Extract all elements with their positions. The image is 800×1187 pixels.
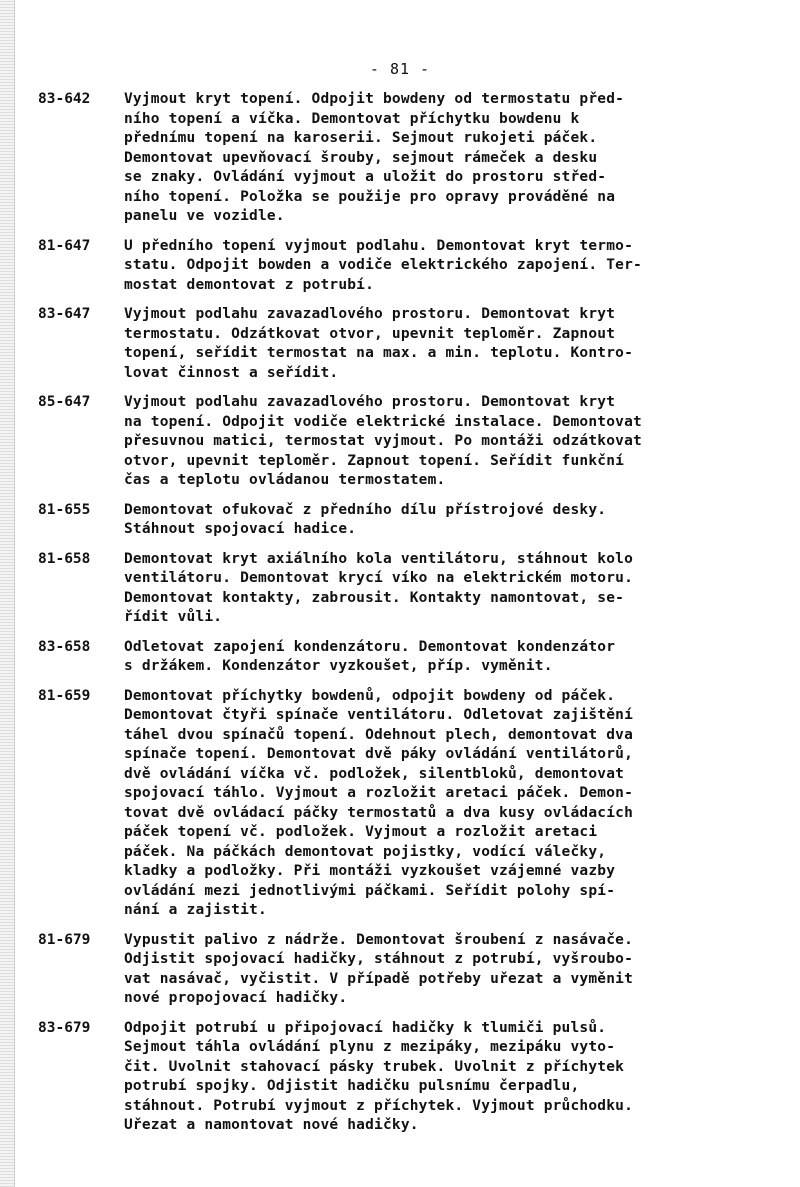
description-line: Vypustit palivo z nádrže. Demontovat šroubení z nasávače.	[124, 931, 633, 948]
description-line: Odjistit spojovací hadičky, stáhnout z potrubí, vyšroubo-	[124, 951, 633, 967]
description-line: otvor, upevnit teploměr. Zapnout topení. Seřídit funkční	[124, 452, 625, 469]
description-line: Demontovat upevňovací šrouby, sejmout rámeček a desku	[124, 149, 598, 166]
operation-description	[124, 550, 758, 628]
operation-code: 81-647	[38, 237, 91, 254]
description-line: ventilátoru. Demontovat krycí víko na elektrickém motoru.	[124, 570, 633, 586]
operation-code: 83-679	[38, 1019, 91, 1036]
operation-code: 85-647	[38, 394, 91, 410]
description-line: vat nasávač, vyčistit. V případě potřeby uřezat a vyměnit	[124, 970, 633, 987]
operation-description	[124, 90, 758, 227]
description-line: Demontovat příchytky bowdenů, odpojit bowdeny od páček.	[124, 687, 616, 704]
description-line: termostatu. Odzátkovat otvor, upevnit teploměr. Zapnout	[124, 325, 616, 342]
description-line: Vyjmout kryt topení. Odpojit bowdeny od termostatu před-	[124, 91, 625, 107]
description-line: ního topení a víčka. Demontovat příchytku bowdenu k	[124, 110, 580, 127]
entry-item	[38, 501, 758, 540]
description-line: Odletovat zapojení kondenzátoru. Demontovat kondenzátor	[124, 638, 616, 655]
operation-code: 83-642	[38, 91, 91, 107]
operation-code: 83-647	[38, 306, 91, 322]
description-line: Sejmout táhla ovládání plynu z mezipáky, mezipáku vyto-	[124, 1039, 616, 1055]
page-number: - 81 -	[369, 60, 431, 78]
operation-description	[124, 687, 758, 921]
description-line: mostat demontovat z potrubí.	[124, 276, 375, 293]
description-line: páček. Na páčkách demontovat pojistky, vodící válečky,	[124, 843, 607, 860]
description-line: řídit vůli.	[124, 609, 223, 625]
description-line: stáhnout. Potrubí vyjmout z příchytek. Vyjmout průchodku.	[124, 1097, 633, 1114]
description-line: lovat činnost a seřídit.	[124, 364, 339, 381]
description-line: se znaky. Ovládání vyjmout a uložit do prostoru střed-	[124, 169, 607, 185]
description-line: nání a zajistit.	[124, 902, 267, 918]
description-line: přednímu topení na karoserii. Sejmout rukojeti páček.	[124, 130, 598, 146]
operation-description	[124, 305, 758, 383]
description-line: dvě ovládání víčka vč. podložek, silentbloků, demontovat	[124, 765, 625, 782]
description-line: spojovací táhlo. Vyjmout a rozložit aretaci páček. Demon-	[124, 785, 633, 801]
description-line: Demontovat čtyři spínače ventilátoru. Odletovat zajištění	[124, 707, 633, 723]
entry-item	[38, 550, 758, 628]
description-line: tovat dvě ovládací páčky termostatů a dva kusy ovládacích	[124, 804, 633, 821]
description-line: táhel dvou spínačů topení. Odehnout plech, demontovat dva	[124, 726, 633, 743]
description-line: páček topení vč. podložek. Vyjmout a rozložit aretaci	[124, 824, 598, 840]
operation-description	[124, 1019, 758, 1136]
description-line: statu. Odpojit bowden a vodiče elektrického zapojení. Ter-	[124, 257, 642, 273]
operation-description	[124, 501, 758, 540]
entry-item	[38, 237, 758, 296]
description-line: Odpojit potrubí u připojovací hadičky k tlumiči pulsů.	[124, 1019, 607, 1036]
description-line: spínače topení. Demontovat dvě páky ovládání ventilátorů,	[124, 746, 633, 762]
description-line: Demontovat ofukovač z předního dílu přístrojové desky.	[124, 501, 607, 518]
description-line: kladky a podložky. Při montáži vyzkoušet vzájemné vazby	[124, 863, 616, 879]
description-line: ního topení. Položka se použije pro opravy prováděné na	[124, 188, 616, 205]
description-line: panelu ve vozidle.	[124, 208, 285, 224]
operation-description	[124, 237, 758, 296]
operation-description	[124, 931, 758, 1009]
entry-item	[38, 687, 758, 921]
description-line: topení, seřídit termostat na max. a min. teplotu. Kontro-	[124, 345, 633, 361]
description-line: Stáhnout spojovací hadice.	[124, 521, 357, 537]
entry-item	[38, 1019, 758, 1136]
operation-description	[124, 638, 758, 677]
operation-code: 81-655	[38, 501, 91, 518]
entry-item	[38, 90, 758, 227]
description-line: Vyjmout podlahu zavazadlového prostoru. Demontovat kryt	[124, 306, 616, 322]
operation-description	[124, 393, 758, 491]
entry-item	[38, 305, 758, 383]
description-line: čit. Uvolnit stahovací pásky trubek. Uvolnit z příchytek	[124, 1058, 625, 1075]
description-line: Demontovat kontakty, zabrousit. Kontakty namontovat, se-	[124, 589, 625, 606]
description-line: přesuvnou matici, termostat vyjmout. Po montáži odzátkovat	[124, 433, 642, 449]
description-line: Demontovat kryt axiálního kola ventilátoru, stáhnout kolo	[124, 550, 633, 567]
operation-code: 81-659	[38, 687, 91, 704]
entry-list	[38, 90, 758, 1146]
description-line: Uřezat a namontovat nové hadičky.	[124, 1117, 419, 1133]
scan-edge	[0, 0, 15, 1187]
description-line: U předního topení vyjmout podlahu. Demontovat kryt termo-	[124, 237, 633, 254]
operation-code: 81-658	[38, 550, 91, 567]
operation-code: 81-679	[38, 931, 91, 948]
description-line: nové propojovací hadičky.	[124, 990, 348, 1006]
description-line: na topení. Odpojit vodiče elektrické instalace. Demontovat	[124, 413, 642, 430]
operation-code: 83-658	[38, 638, 91, 655]
entry-item	[38, 393, 758, 491]
entry-item	[38, 931, 758, 1009]
entry-item	[38, 638, 758, 677]
description-line: čas a teplotu ovládanou termostatem.	[124, 472, 446, 488]
description-line: potrubí spojky. Odjistit hadičku pulsnímu čerpadlu,	[124, 1078, 580, 1094]
description-line: ovládání mezi jednotlivými páčkami. Seřídit polohy spí-	[124, 882, 616, 899]
description-line: Vyjmout podlahu zavazadlového prostoru. Demontovat kryt	[124, 394, 616, 410]
description-line: s držákem. Kondenzátor vyzkoušet, příp. vyměnit.	[124, 658, 553, 674]
